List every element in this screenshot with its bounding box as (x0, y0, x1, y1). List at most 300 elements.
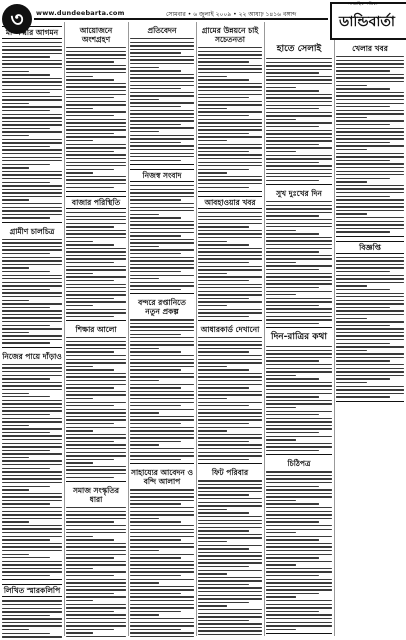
text-line (130, 503, 181, 504)
text-line (266, 273, 332, 274)
text-line (130, 224, 194, 225)
text-line (198, 398, 227, 399)
text-line (130, 246, 159, 247)
text-line (198, 452, 262, 453)
text-line (336, 231, 390, 232)
text-line (2, 249, 62, 250)
text-line (198, 613, 262, 614)
text-line (130, 92, 194, 93)
text-line (2, 114, 62, 115)
text-line (266, 446, 332, 447)
text-line (130, 344, 194, 345)
text-line (130, 99, 159, 100)
text-line (198, 144, 262, 145)
text-line (130, 199, 181, 200)
text-line (2, 192, 62, 193)
text-line (198, 294, 262, 295)
text-line (2, 89, 62, 90)
text-line (336, 124, 390, 125)
article-divider (130, 293, 194, 294)
text-line (66, 579, 126, 580)
text-line (198, 537, 262, 538)
masthead-rule (34, 18, 328, 20)
text-line (336, 389, 404, 390)
text-line (130, 489, 194, 490)
text-line (130, 228, 194, 229)
article-divider (2, 347, 62, 348)
text-line (198, 369, 249, 370)
text-line (66, 226, 114, 227)
text-line (66, 561, 126, 562)
text-line (2, 292, 62, 293)
text-line (198, 541, 227, 542)
text-line (130, 604, 194, 605)
text-line (130, 405, 181, 406)
text-line (198, 61, 249, 62)
text-line (66, 244, 114, 245)
text-line (336, 95, 404, 96)
text-line (130, 351, 181, 352)
text-line (2, 367, 62, 368)
text-line (130, 369, 181, 370)
text-line (198, 412, 262, 413)
text-line (130, 348, 159, 349)
text-line (130, 554, 194, 555)
text-line (2, 264, 62, 265)
text-line (2, 242, 62, 243)
text-line (130, 341, 194, 342)
text-line (66, 287, 126, 288)
text-line (2, 543, 62, 544)
text-line (266, 478, 332, 479)
text-line (66, 477, 114, 478)
text-line (266, 233, 319, 234)
text-line (266, 87, 296, 88)
text-line (266, 62, 332, 63)
text-line (66, 348, 126, 349)
text-line (130, 614, 159, 615)
text-line (198, 362, 262, 363)
text-line (266, 323, 319, 324)
text-line (266, 180, 319, 181)
text-line (2, 382, 62, 383)
dateline: সোমবার • ৬ জুলাই ২০০৯ • ২২ আষাঢ় ১৪১৬ বঙ্গাব্দ (166, 11, 297, 18)
text-line (66, 409, 126, 410)
article-body (198, 212, 262, 317)
text-line (130, 398, 194, 399)
text-line (66, 518, 126, 519)
headline: প্রতিবেদন (147, 26, 177, 35)
text-line (2, 532, 62, 533)
text-line (2, 443, 62, 444)
text-line (336, 185, 404, 186)
text-line (198, 587, 262, 588)
text-line (198, 269, 262, 270)
text-line (266, 262, 296, 263)
text-line (2, 521, 29, 522)
text-line (2, 496, 62, 497)
text-line (2, 428, 62, 429)
text-line (198, 111, 262, 112)
text-line (336, 378, 390, 379)
headline: আধারকার্ড দেখানো (200, 325, 260, 335)
text-line (2, 339, 62, 340)
text-line (2, 482, 62, 483)
text-line (66, 564, 126, 565)
text-line (266, 65, 332, 66)
text-line (336, 282, 404, 283)
text-line (266, 496, 332, 497)
text-line (2, 42, 62, 43)
text-line (198, 158, 262, 159)
text-line (66, 575, 114, 576)
text-line (336, 167, 404, 168)
text-line (266, 382, 332, 383)
text-line (130, 455, 194, 456)
text-line (66, 305, 93, 306)
text-line (336, 85, 367, 86)
text-line (2, 317, 62, 318)
text-line (2, 85, 62, 86)
text-line (198, 355, 262, 356)
text-line (2, 117, 62, 118)
text-line (2, 310, 62, 311)
text-line (2, 389, 62, 390)
article-divider (266, 633, 332, 634)
text-line (66, 416, 126, 417)
headline: সাহায্যের আবেদন ও বন্দি আলাপ (131, 468, 193, 487)
text-line (66, 316, 114, 317)
text-line (2, 561, 62, 562)
text-line (2, 622, 62, 623)
text-line (2, 325, 50, 326)
text-line (2, 282, 62, 283)
text-line (2, 457, 29, 458)
article-body (66, 337, 126, 478)
text-line (130, 275, 194, 276)
text-line (130, 138, 194, 139)
text-line (2, 196, 62, 197)
text-line (2, 96, 62, 97)
text-line (2, 460, 62, 461)
text-line (198, 555, 262, 556)
text-line (266, 575, 319, 576)
text-line (198, 448, 262, 449)
text-line (266, 493, 332, 494)
text-line (130, 373, 194, 374)
text-line (2, 618, 62, 619)
text-line (66, 507, 126, 508)
text-line (130, 38, 194, 39)
text-line (198, 316, 249, 317)
text-line (2, 418, 62, 419)
text-line (336, 56, 404, 57)
text-line (66, 611, 114, 612)
article-body (66, 507, 126, 638)
headline: নিজস্ব সংবাদ (130, 169, 194, 182)
text-line (266, 503, 319, 504)
text-line (198, 520, 262, 521)
text-line (198, 562, 262, 563)
text-line (130, 596, 194, 597)
text-line (266, 112, 332, 113)
text-line (66, 593, 114, 594)
text-line (2, 507, 62, 508)
text-line (198, 129, 262, 130)
text-line (2, 464, 62, 465)
text-line (266, 237, 332, 238)
text-line (66, 108, 93, 109)
text-line (198, 380, 262, 381)
text-line (336, 275, 404, 276)
text-line (130, 564, 194, 565)
text-line (336, 67, 404, 68)
text-line (336, 131, 404, 132)
text-line (266, 72, 319, 73)
text-line (66, 79, 114, 80)
article-divider (198, 191, 262, 192)
text-line (336, 128, 404, 129)
text-line (266, 393, 332, 394)
text-line (130, 525, 194, 526)
text-line (66, 455, 126, 456)
text-line (66, 223, 126, 224)
text-line (198, 548, 249, 549)
article-body (2, 239, 62, 344)
text-line (130, 423, 181, 424)
text-line (198, 437, 262, 438)
text-line (2, 511, 62, 512)
text-line (66, 119, 126, 120)
text-line (130, 235, 181, 236)
text-line (198, 241, 227, 242)
text-line (130, 557, 181, 558)
text-line (266, 629, 296, 630)
article-divider (266, 184, 332, 185)
text-line (266, 248, 332, 249)
text-line (266, 173, 332, 174)
text-line (266, 589, 332, 590)
text-line (336, 293, 404, 294)
text-line (198, 212, 262, 213)
text-line (266, 418, 332, 419)
text-line (336, 357, 404, 358)
text-line (266, 375, 296, 376)
text-line (66, 154, 126, 155)
text-line (130, 85, 194, 86)
text-line (130, 289, 181, 290)
headline: খেলার খবর (352, 44, 388, 53)
text-line (2, 536, 62, 537)
text-line (198, 434, 262, 435)
text-line (2, 67, 62, 68)
text-line (266, 557, 319, 558)
text-line (130, 561, 194, 562)
text-line (266, 294, 296, 295)
text-line (130, 518, 159, 519)
text-line (336, 217, 404, 218)
text-line (266, 586, 332, 587)
text-line (266, 439, 296, 440)
headline: ফিট পরিবার (211, 468, 249, 478)
text-line (2, 564, 62, 565)
article-divider (2, 579, 62, 580)
text-line (266, 357, 332, 358)
text-line (336, 321, 404, 322)
text-line (66, 276, 126, 277)
text-line (130, 607, 194, 608)
text-line (66, 539, 114, 540)
text-line (336, 188, 404, 189)
headline: সমাজ সংস্কৃতির ধারা (72, 486, 120, 505)
text-line (66, 629, 114, 630)
text-line (2, 486, 50, 487)
text-line (66, 147, 126, 148)
text-line (198, 512, 249, 513)
text-line (130, 402, 194, 403)
text-line (198, 455, 262, 456)
text-line (336, 339, 404, 340)
text-line (266, 407, 296, 408)
text-line (336, 353, 404, 354)
text-line (130, 153, 194, 154)
text-line (198, 394, 262, 395)
text-line (130, 326, 194, 327)
text-line (130, 448, 194, 449)
text-line (2, 335, 62, 336)
text-line (336, 81, 404, 82)
text-line (130, 323, 194, 324)
article-divider (130, 463, 194, 464)
text-line (266, 108, 319, 109)
text-line (66, 337, 126, 338)
text-line (66, 387, 114, 388)
text-line (66, 419, 126, 420)
text-line (66, 230, 126, 231)
text-line (2, 214, 62, 215)
text-line (198, 387, 249, 388)
headline: আয়োজনে অংশগ্রহণ (79, 26, 113, 44)
text-line (66, 122, 126, 123)
article-divider (198, 463, 262, 464)
text-line (198, 620, 249, 621)
text-line (66, 427, 126, 428)
text-line (198, 133, 249, 134)
text-line (2, 267, 29, 268)
text-line (66, 568, 93, 569)
text-line (2, 636, 62, 637)
text-line (66, 625, 126, 626)
text-line (336, 343, 390, 344)
text-line (66, 618, 126, 619)
text-line (130, 59, 194, 60)
text-line (66, 412, 126, 413)
text-line (2, 475, 62, 476)
text-line (2, 207, 62, 208)
text-line (266, 205, 332, 206)
text-line (198, 384, 262, 385)
text-line (66, 255, 126, 256)
text-line (336, 267, 404, 268)
article-body (66, 212, 126, 317)
text-line (66, 582, 126, 583)
text-line (130, 532, 194, 533)
text-line (336, 318, 367, 319)
text-line (336, 174, 404, 175)
text-line (130, 412, 159, 413)
text-line (266, 346, 332, 347)
headline: হাতে সেলাই (276, 44, 322, 54)
text-line (336, 178, 390, 179)
text-line (198, 255, 262, 256)
text-line (336, 307, 390, 308)
text-line (336, 228, 404, 229)
text-line (198, 344, 262, 345)
text-line (66, 241, 93, 242)
text-line (2, 514, 62, 515)
text-line (266, 101, 332, 102)
text-line (266, 223, 332, 224)
text-line (66, 291, 126, 292)
text-line (66, 165, 126, 166)
text-line (66, 614, 126, 615)
text-line (266, 360, 319, 361)
text-line (198, 602, 249, 603)
text-line (198, 58, 262, 59)
text-line (66, 47, 126, 48)
article-divider (130, 164, 194, 165)
text-line (198, 609, 262, 610)
text-line (336, 117, 367, 118)
text-line (2, 56, 50, 57)
text-line (66, 172, 93, 173)
text-line (198, 494, 249, 495)
text-line (66, 97, 114, 98)
text-line (66, 72, 126, 73)
text-line (266, 226, 332, 227)
text-line (198, 226, 249, 227)
text-line (66, 571, 126, 572)
text-line (66, 600, 93, 601)
text-line (130, 192, 194, 193)
text-line (130, 629, 181, 630)
text-line (266, 486, 319, 487)
text-line (198, 154, 262, 155)
text-line (198, 136, 262, 137)
text-line (2, 478, 62, 479)
news-column-5 (266, 40, 332, 638)
text-line (66, 525, 126, 526)
text-line (198, 566, 249, 567)
text-line (66, 402, 126, 403)
text-line (130, 185, 194, 186)
text-line (198, 491, 262, 492)
text-line (2, 257, 62, 258)
text-line (198, 341, 262, 342)
text-line (2, 60, 62, 61)
text-line (336, 332, 404, 333)
text-line (266, 571, 332, 572)
text-line (266, 301, 332, 302)
text-line (198, 251, 262, 252)
text-line (130, 579, 194, 580)
text-line (266, 316, 332, 317)
text-line (336, 74, 404, 75)
text-line (198, 498, 262, 499)
text-line (336, 335, 404, 336)
text-line (198, 509, 227, 510)
text-line (130, 434, 194, 435)
